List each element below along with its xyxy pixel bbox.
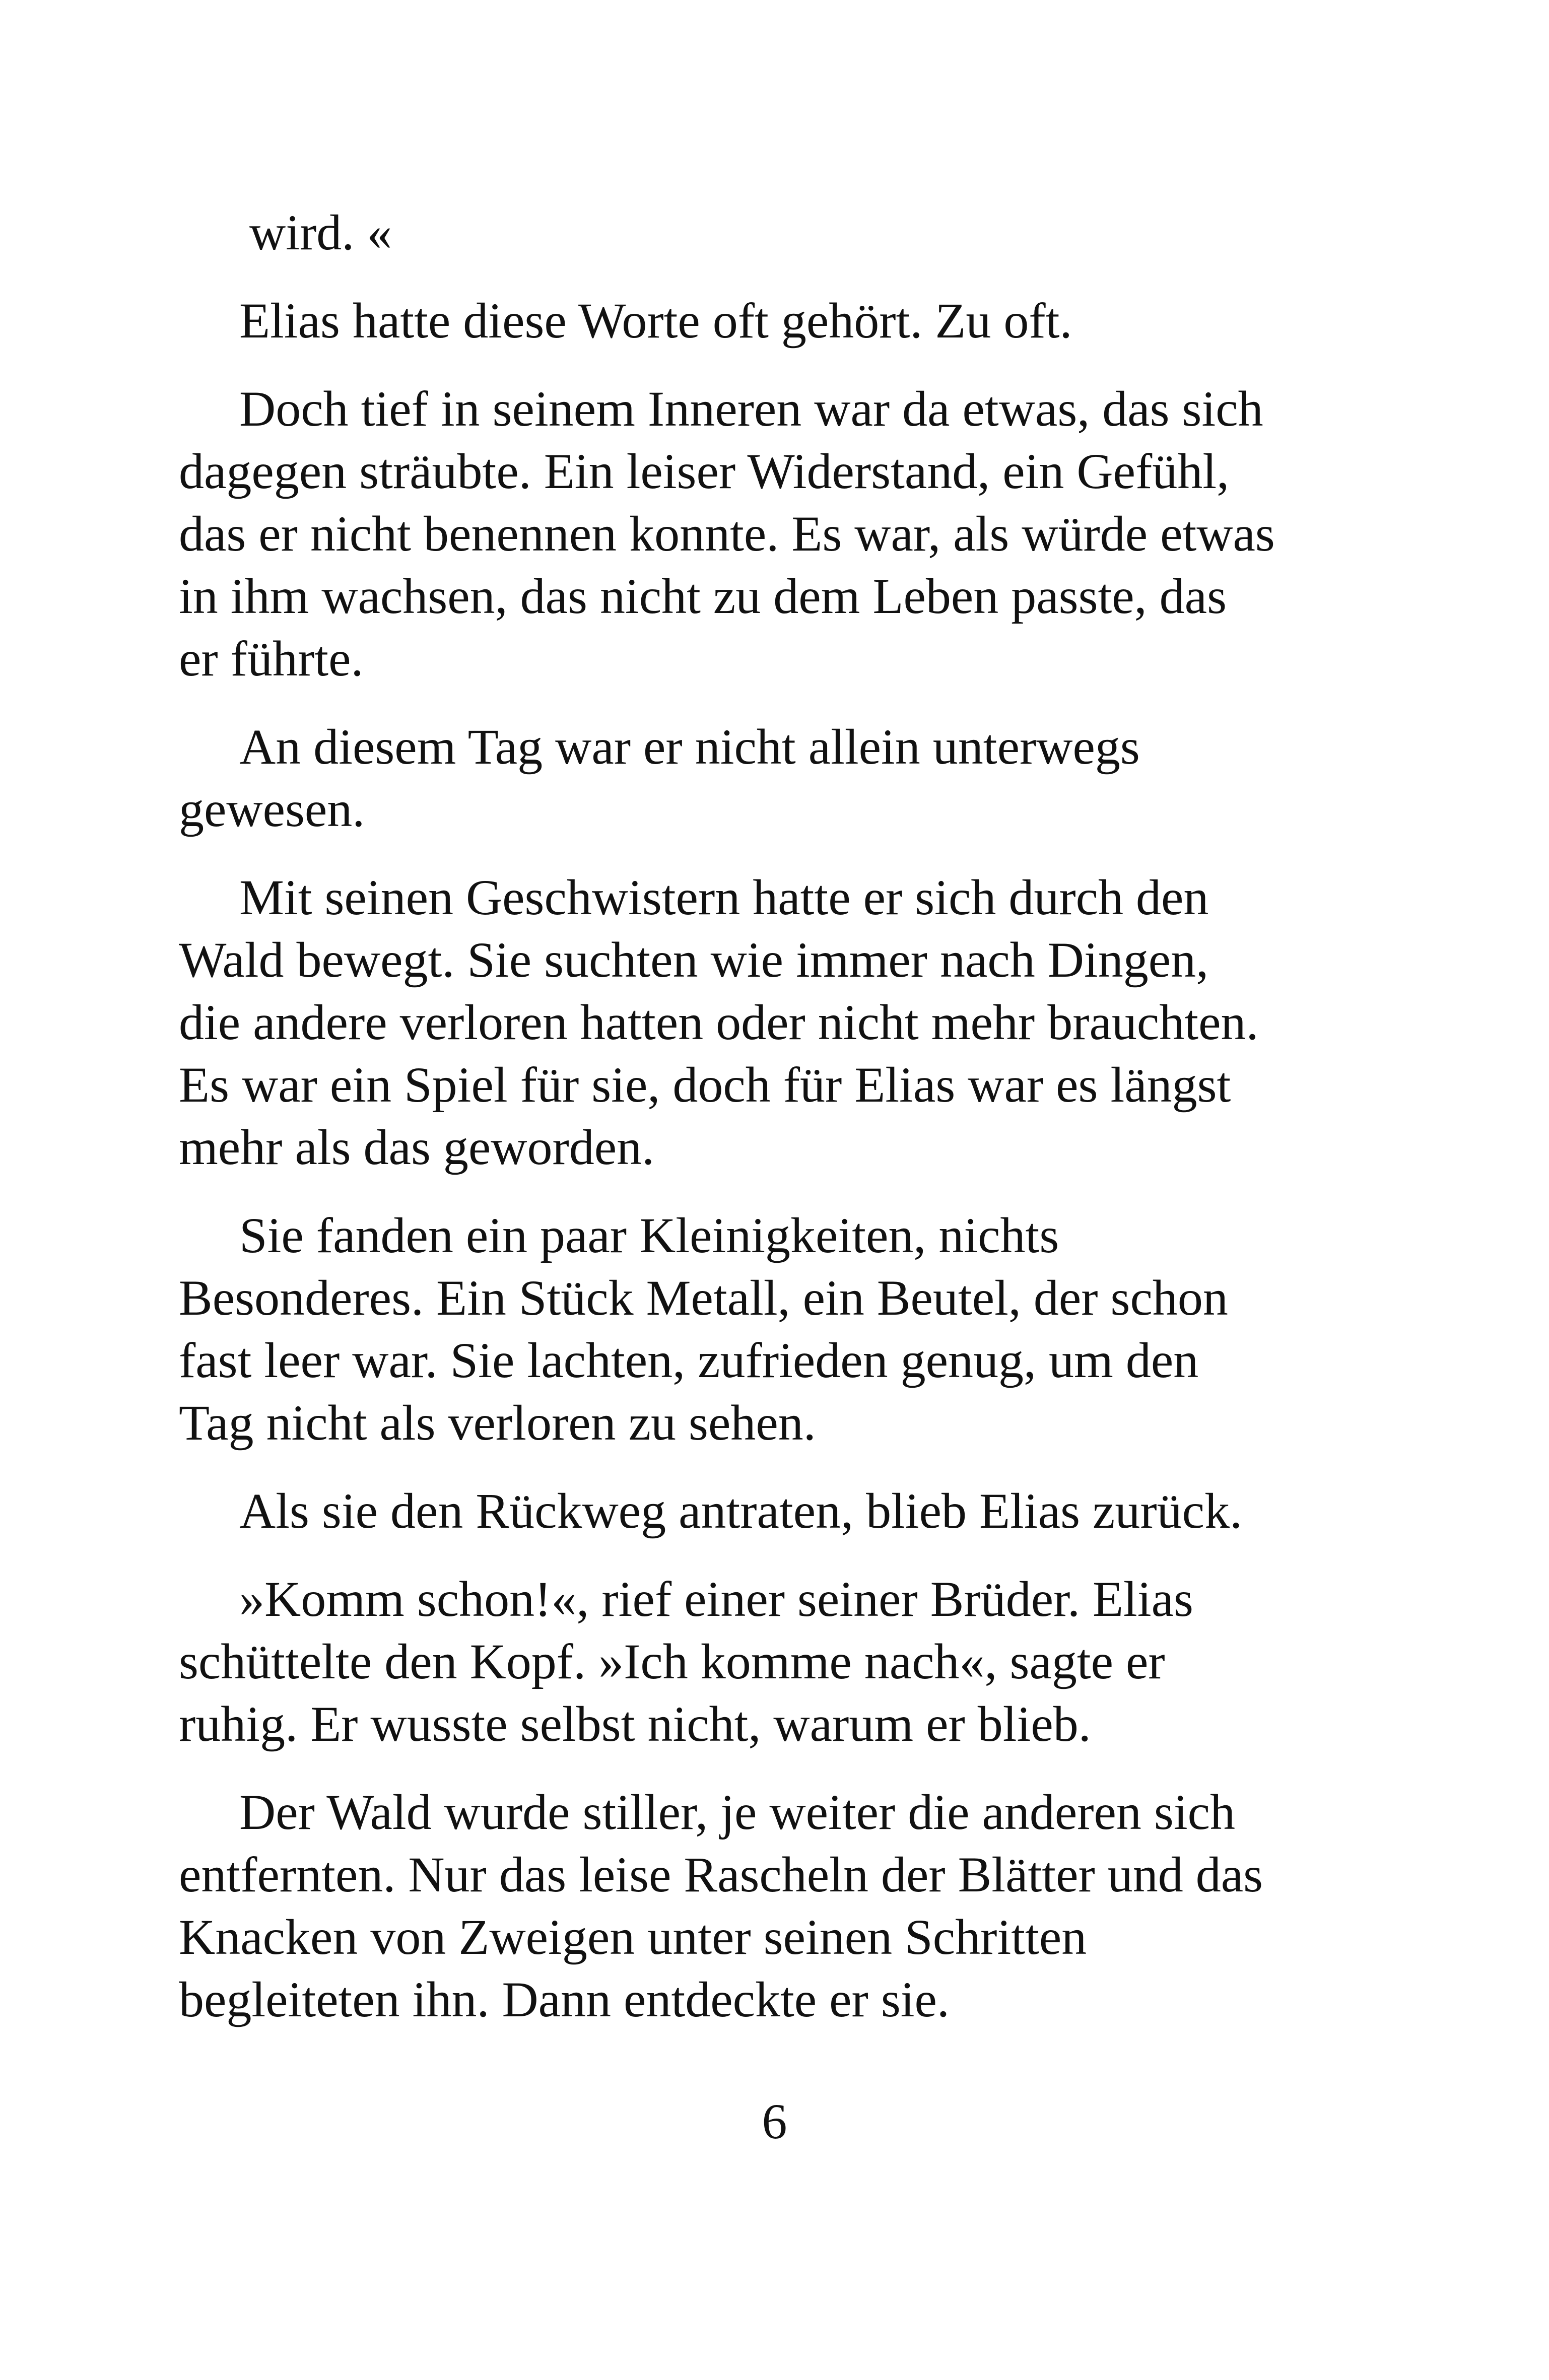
paragraph-5: Mit seinen Geschwistern hatte er sich durch den Wald bewegt. Sie suchten wie immer nach Dingen, die andere verloren hatten oder nicht mehr brauchten. Es war ein Spiel für sie, doch für Elias war es längst mehr als das geworden.: [179, 869, 1259, 1175]
body-text: [179, 201, 1373, 2057]
paragraph-1: wird. «: [249, 205, 392, 260]
paragraph-3: Doch tief in seinem Inneren war da etwas, das sich dagegen sträubte. Ein leiser Widerstand, ein Gefühl, das er nicht benennen konnte. Es war, als würde etwas in ihm wachsen, das nicht zu dem Leben passte, das er führte.: [179, 381, 1275, 687]
paragraph-4: An diesem Tag war er nicht allein unterwegs gewesen.: [179, 719, 1140, 837]
page-number: 6: [762, 2093, 787, 2149]
paragraph-2: Elias hatte diese Worte oft gehört. Zu oft.: [239, 293, 1072, 349]
paragraph-8: »Komm schon!«, rief einer seiner Brüder. Elias schüttelte den Kopf. »Ich komme nach«, sagte er ruhig. Er wusste selbst nicht, warum er blieb.: [179, 1571, 1193, 1752]
paragraph-6: Sie fanden ein paar Kleinigkeiten, nichts Besonderes. Ein Stück Metall, ein Beutel, der schon fast leer war. Sie lachten, zufrieden genug, um den Tag nicht als verloren zu sehen.: [179, 1207, 1228, 1451]
paragraph-7: Als sie den Rückweg antraten, blieb Elias zurück.: [239, 1483, 1243, 1539]
paragraph-9: Der Wald wurde stiller, je weiter die anderen sich entfernten. Nur das leise Rascheln der Blätter und das Knacken von Zweigen unter seinen Schritten begleiteten ihn. Dann entdeckte er sie.: [179, 1784, 1263, 2027]
